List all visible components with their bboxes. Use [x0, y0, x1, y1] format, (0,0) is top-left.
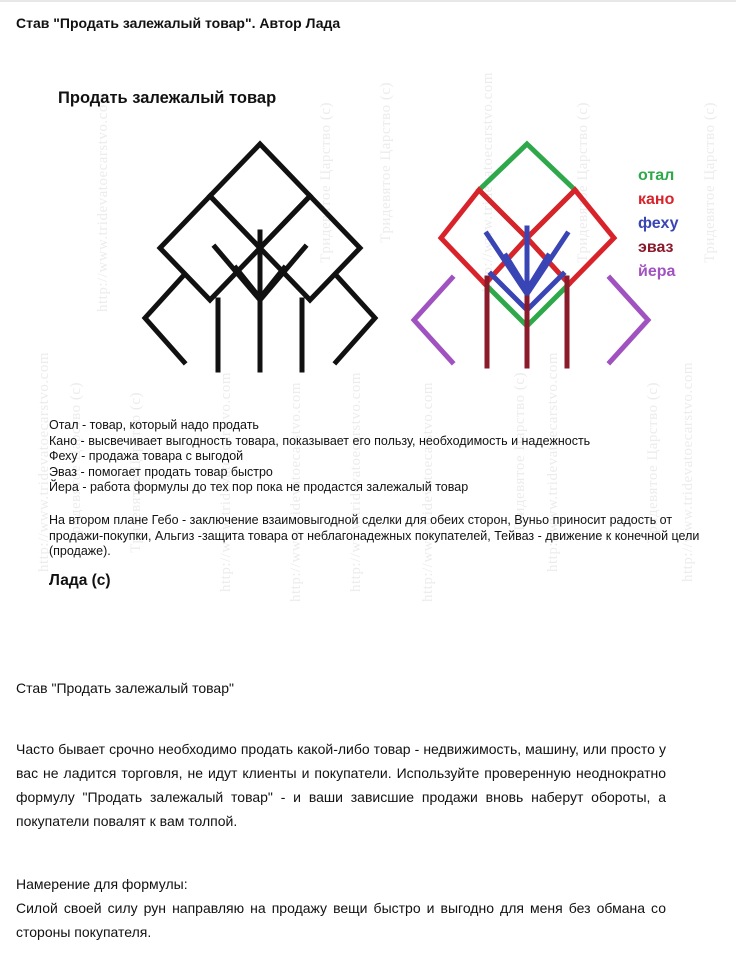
legend-item-kano: кано — [638, 191, 675, 208]
watermark-text: Тридевятое Царство (с) — [645, 382, 661, 543]
figure-heading: Продать залежалый товар — [58, 89, 277, 107]
legend-item-fehu: феху — [638, 215, 679, 232]
meaning-kano: Кано - высвечивает выгодность товара, показывает его пользу, необходимость и надежность — [49, 433, 591, 448]
watermark-text: http://www.tridevatoecarstvo.com — [420, 382, 436, 602]
legend-item-othala: отал — [638, 167, 675, 184]
secondary-runes-text: На втором плане Гебо - заключение взаимовыгодной сделки для обеих сторон, Вуньо приносит радость от продажи-покупки, Альгиз -защита товара от неблагонадежных покупателей, Тейваз - движение к конечной цели (продаже). — [49, 513, 700, 558]
post-title: Став "Продать залежалый товар". Автор Лада — [16, 15, 341, 31]
rune-stave-image — [0, 62, 736, 654]
watermark-text: http://www.tridevatoecarstvo.com — [545, 352, 561, 572]
meaning-ehwaz: Эваз - помогает продать товар быстро — [49, 464, 273, 479]
jera-left-colored — [414, 278, 452, 362]
legend-item-ehwaz: эваз — [638, 239, 674, 256]
watermark-text: Тридевятое Царство (с) — [128, 392, 144, 553]
watermark-text: http://www.tridevatoecarstvo.com — [36, 352, 52, 572]
image-caption: Став "Продать залежалый товар" — [16, 680, 234, 696]
top-divider — [0, 0, 736, 2]
watermark-text: http://www.tridevatoecarstvo.com — [218, 372, 234, 592]
description-paragraph: Часто бывает срочно необходимо продать какой-либо товар - недвижимость, машину, или просто у вас не ладится торговля, не идут клиенты и покупатели. Используйте проверенную неоднократно формулу "Продать залежалый товар" - и ваши зависшие продажи вновь наберут обороты, а покупатели повалят к вам толпой. — [16, 741, 666, 829]
watermark-text: http://www.tridevatoecarstvo.com — [95, 92, 111, 312]
stave-colored-symbol — [0, 62, 736, 654]
watermark-text: Тридевятое Царство (с) — [702, 102, 718, 263]
watermark-text: http://www.tridevatoecarstvo.com — [680, 362, 696, 582]
jera-right-colored — [610, 278, 648, 362]
meaning-jera: Йера - работа формулы до тех пор пока не продастся залежалый товар — [49, 480, 469, 494]
watermark-text: Тридевятое Царство (с) — [575, 102, 591, 263]
watermark-text: Тридевятое Царство (с) — [68, 382, 84, 543]
meaning-othala: Отал - товар, который надо продать — [49, 418, 259, 432]
intent-label: Намерение для формулы: — [16, 876, 188, 892]
rune-color-legend — [638, 164, 678, 284]
watermark-text: http://www.tridevatoecarstvo.com — [480, 72, 496, 292]
watermark-text: http://www.tridevatoecarstvo.com — [348, 372, 364, 592]
watermark-text: Тридевятое Царство (с) — [512, 372, 528, 533]
legend-item-jera: йера — [638, 263, 676, 280]
watermark-text: Тридевятое Царство (с) — [378, 82, 394, 243]
author-signature: Лада (с) — [49, 572, 111, 589]
intent-text: Силой своей силу рун направляю на продажу вещи быстро и выгодно для меня без обмана со стороны покупателя. — [16, 900, 666, 940]
watermark-text: http://www.tridevatoecarstvo.com — [288, 382, 304, 602]
meaning-fehu: Феху - продажа товара с выгодой — [49, 449, 244, 463]
watermark-text: Тридевятое Царство (с) — [318, 102, 334, 263]
othala-colored — [479, 144, 575, 238]
rune-meanings-list — [49, 418, 590, 496]
